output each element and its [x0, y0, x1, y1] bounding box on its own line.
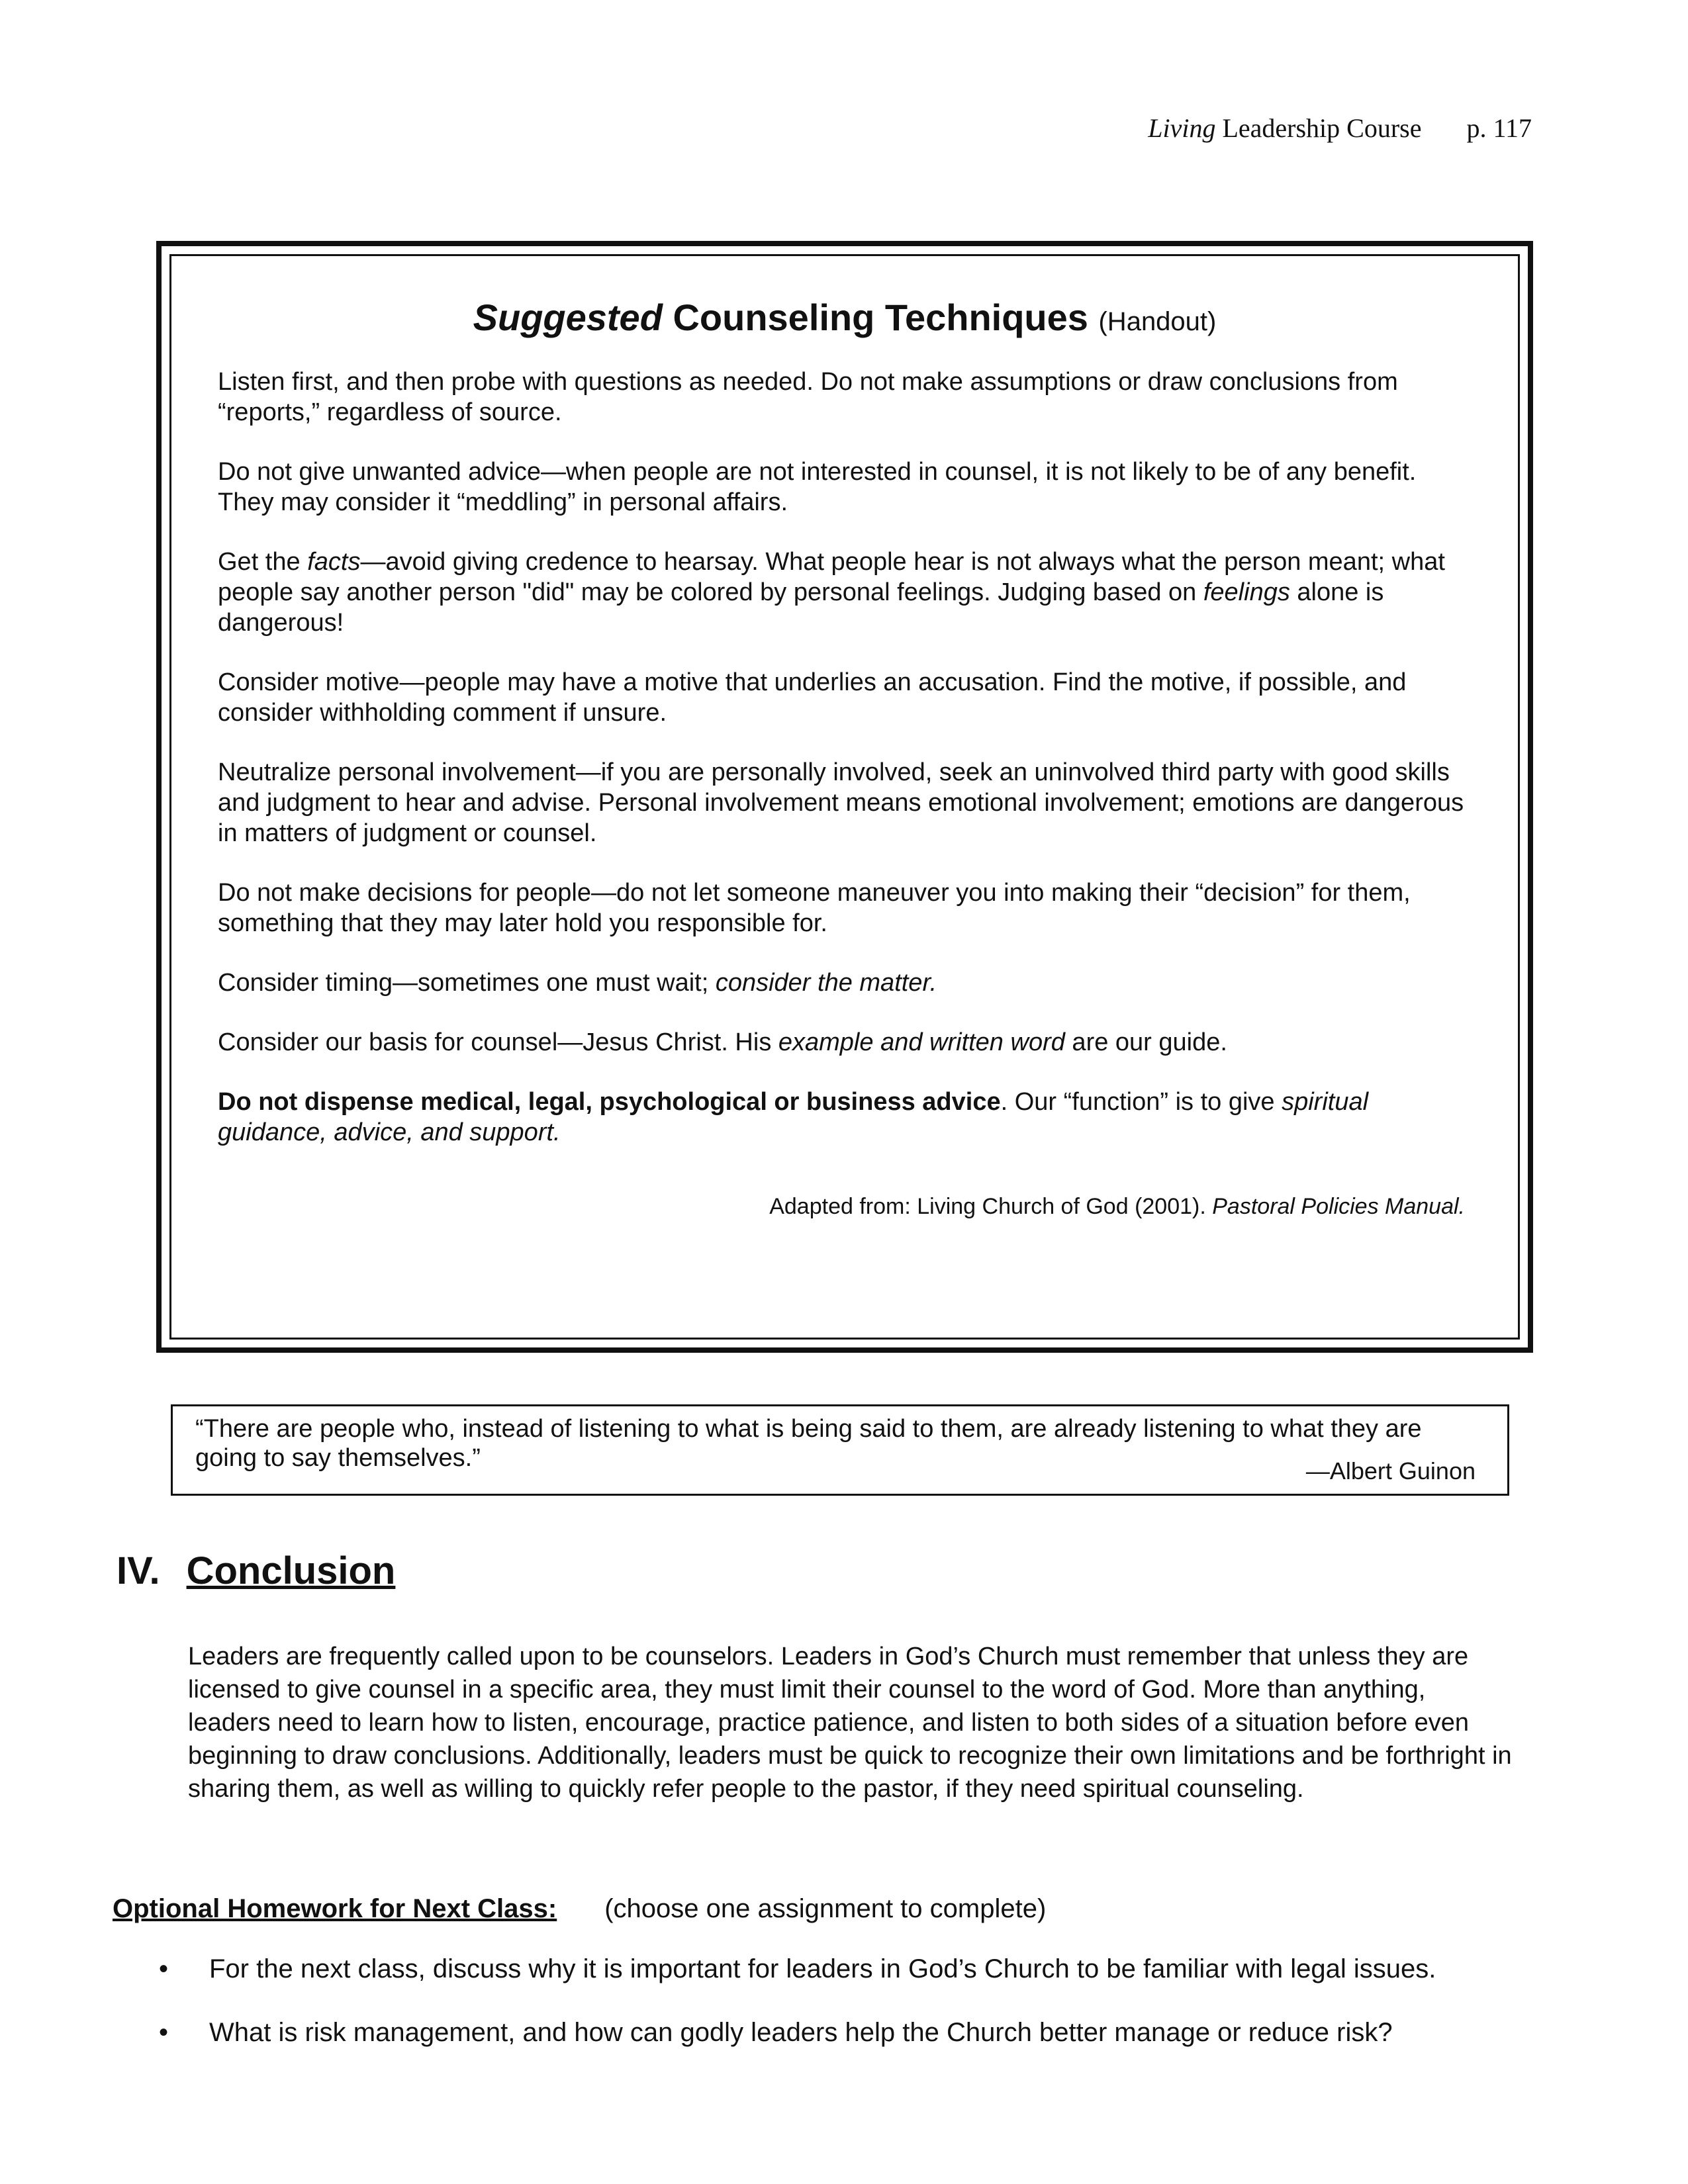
homework-heading: [113, 1894, 1046, 1924]
handout-title: Suggested Counseling Techniques (Handout): [473, 296, 1217, 338]
bullet-icon: •: [159, 1954, 169, 1983]
homework-label: Optional Homework for Next Class:: [113, 1894, 557, 1923]
tip-basis-for-counsel: Consider our basis for counsel—Jesus Christ. His example and written word are our guide.: [218, 1028, 1227, 1056]
section-heading: [117, 1549, 395, 1593]
conclusion-paragraph: Leaders are frequently called upon to be counselors. Leaders in God’s Church must remember that unless they are licensed to give counsel in a specific area, they must limit their counsel to the word of God. More than anything, leaders need to learn how to listen, encourage, practice patience, and listen to both sides of a situation before even beginning to draw conclusions. Additionally, leaders must be quick to recognize their own limitations and be forthright in sharing them, as well as willing to quickly refer people to the pastor, if they need spiritual counseling.: [188, 1643, 1512, 1803]
homework-note: (choose one assignment to complete): [604, 1894, 1047, 1923]
tip-listen-first: Listen first, and then probe with questions as needed. Do not make assumptions or draw conclusions from “reports,” regardless of source.: [218, 368, 1398, 426]
tip-neutralize-involvement: Neutralize personal involvement—if you are personally involved, seek an uninvolved third party with good skills and judgment to hear and advise. Personal involvement means emotional involvement; emotions are dangerous in matters of judgment or counsel.: [218, 758, 1464, 847]
section-title: Conclusion: [186, 1549, 396, 1592]
tip-no-decisions: Do not make decisions for people—do not let someone maneuver you into making their “decision” for them, something that they may later hold you responsible for.: [218, 879, 1411, 937]
homework-item: • For the next class, discuss why it is important for leaders in God’s Church to be familiar with legal issues.: [159, 1952, 1549, 1985]
page-header: [1148, 113, 1532, 144]
course-name: Living Leadership Course: [1148, 113, 1422, 143]
quote-box: [171, 1404, 1509, 1496]
quote-text: “There are people who, instead of listening to what is being said to them, are already listening to what they are going to say themselves.”: [195, 1415, 1422, 1472]
handout-inner: [169, 254, 1520, 1340]
tip-no-professional-advice: Do not dispense medical, legal, psychological or business advice. Our “function” is to give spiritual guidance, advice, and support.: [218, 1088, 1369, 1146]
quote-author: —Albert Guinon: [1305, 1457, 1476, 1484]
handout-box: [156, 241, 1533, 1353]
homework-list: [159, 1952, 1549, 2079]
tip-get-facts: Get the facts—avoid giving credence to hearsay. What people hear is not always what the person meant; what people say another person "did" may be colored by personal feelings. Judging based on feelings alone is dangerous!: [218, 548, 1445, 637]
homework-item: • What is risk management, and how can godly leaders help the Church better manage or reduce risk?: [159, 2016, 1549, 2049]
page-number: p. 117: [1466, 113, 1532, 143]
tip-consider-timing: Consider timing—sometimes one must wait; consider the matter.: [218, 969, 937, 997]
bullet-icon: •: [159, 2018, 169, 2047]
section-number: IV.: [117, 1549, 160, 1592]
tip-unwanted-advice: Do not give unwanted advice—when people are not interested in counsel, it is not likely to be of any benefit. They may consider it “meddling” in personal affairs.: [218, 458, 1417, 516]
tip-consider-motive: Consider motive—people may have a motive that underlies an accusation. Find the motive, if possible, and consider withholding comment if unsure.: [218, 668, 1407, 727]
handout-source: Adapted from: Living Church of God (2001). Pastoral Policies Manual.: [769, 1194, 1465, 1219]
